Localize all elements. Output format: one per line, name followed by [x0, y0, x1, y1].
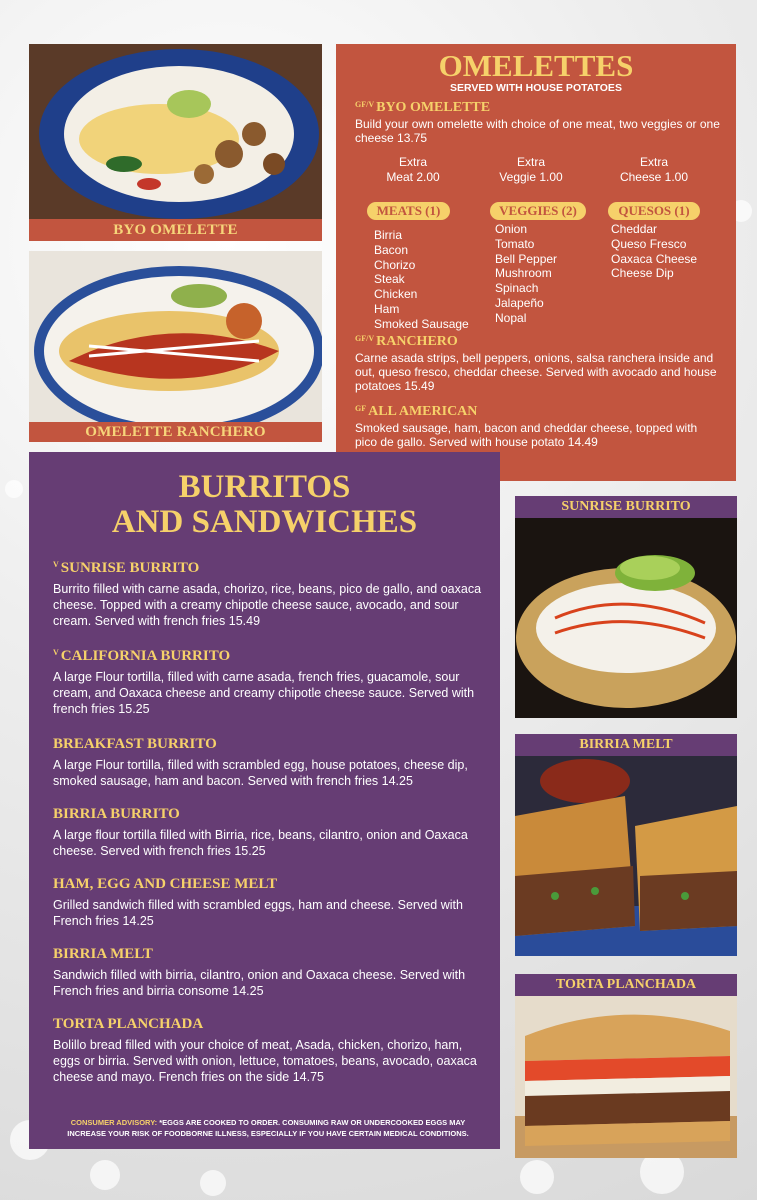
california-burrito-description: A large Flour tortilla, filled with carne asada, french fries, guacamole, sour cream, and Oaxaca cheese and creamy chipotle cheese sauce. Served with french fries 15.25 [53, 670, 475, 716]
advisory-text: *EGGS ARE COOKED TO ORDER. CONSUMING RAW OR UNDERCOOKED EGGS MAY INCREASE YOUR RISK OF FOODBORNE ILLNESS, ESPECIALLY IF YOU HAVE CERTAIN MEDICAL CONDITIONS. [67, 1118, 469, 1138]
omelettes-title: OMELETTES [438, 48, 634, 83]
all-american-heading [355, 404, 477, 420]
queso-item: Queso Fresco [611, 236, 687, 251]
birria-melt-photo [515, 756, 737, 956]
torta-planchada-photo [515, 996, 737, 1158]
all-american-tag: GF [355, 404, 367, 413]
veggie-item: Nopal [495, 310, 527, 325]
birria-melt-description: Sandwich filled with birria, cilantro, onion and Oaxaca cheese. Served with French fries and birria consome 14.25 [53, 968, 466, 998]
byo-omelette-heading [355, 100, 490, 116]
extra-meat-line2: Meat 2.00 [386, 170, 440, 184]
extra-veggie [486, 155, 576, 185]
veggie-item: Bell Pepper [495, 251, 558, 266]
extra-meat-line1: Extra [398, 155, 427, 169]
birria-melt-caption: BIRRIA MELT [515, 734, 737, 756]
veggie-item: Spinach [495, 281, 539, 296]
meat-item: Bacon [374, 242, 409, 257]
sunrise-tag: V [53, 560, 59, 569]
california-tag: V [53, 648, 59, 657]
birria-burrito-heading: BIRRIA BURRITO [53, 806, 180, 822]
meat-item: Smoked Sausage [374, 316, 469, 331]
queso-item: Cheese Dip [611, 266, 674, 281]
burritos-title-line1: BURRITOS [178, 469, 351, 505]
sunrise-burrito-photo [515, 518, 737, 718]
byo-omelette-photo [29, 44, 322, 219]
omelette-ranchero-photo [29, 251, 322, 422]
meat-item: Chorizo [374, 257, 416, 272]
breakfast-burrito-description: A large Flour tortilla, filled with scrambled egg, house potatoes, cheese dip, smoked sausage, ham and bacon. Served with french fries 14.25 [53, 758, 468, 788]
veggie-item: Mushroom [495, 266, 552, 281]
all-american-name: ALL AMERICAN [368, 404, 478, 419]
meats-label: MEATS (1) [367, 202, 450, 220]
ham-egg-cheese-melt-heading: HAM, EGG AND CHEESE MELT [53, 876, 278, 892]
byo-name: BYO OMELETTE [376, 100, 491, 115]
sunrise-name: SUNRISE BURRITO [60, 560, 200, 576]
extra-meat [368, 155, 458, 185]
extra-cheese-line1: Extra [639, 155, 668, 169]
california-burrito-heading [53, 648, 230, 665]
all-american-description: Smoked sausage, ham, bacon and cheddar cheese, topped with pico de gallo. Served with house potato 14.49 [355, 421, 698, 449]
veggie-item: Jalapeño [495, 295, 544, 310]
veggie-item: Onion [495, 222, 528, 236]
quesos-list [611, 222, 697, 281]
consumer-advisory [53, 1117, 483, 1139]
sunrise-burrito-caption: SUNRISE BURRITO [515, 496, 737, 518]
extra-veggie-line1: Extra [516, 155, 545, 169]
meats-list [374, 228, 469, 332]
veggie-item: Tomato [495, 236, 535, 251]
meat-item: Ham [374, 301, 400, 316]
ranchero-name: RANCHERO [376, 334, 458, 349]
omelettes-section [336, 44, 736, 481]
torta-planchada-heading: TORTA PLANCHADA [53, 1016, 204, 1032]
omelettes-subtitle: SERVED WITH HOUSE POTATOES [450, 82, 622, 94]
torta-planchada-caption: TORTA PLANCHADA [515, 974, 737, 996]
byo-tag: GF/V [355, 100, 375, 109]
omelette-ranchero-caption: OMELETTE RANCHERO [29, 422, 322, 442]
burritos-sandwiches-section [29, 452, 500, 1149]
veggies-label: VEGGIES (2) [490, 202, 586, 220]
sunrise-burrito-description: Burrito filled with carne asada, chorizo, rice, beans, pico de gallo, and oaxaca cheese. Topped with a creamy chipotle cheese sauce, avocado, and sour cream. Served with french fries 15.49 [53, 582, 482, 628]
burritos-title [29, 470, 500, 540]
ranchero-description: Carne asada strips, bell peppers, onions, salsa ranchera inside and out, queso fresco, cheddar cheese. Served with avocado and house potatoes 15.49 [355, 351, 717, 393]
byo-omelette-caption: BYO OMELETTE [29, 219, 322, 241]
torta-planchada-description: Bolillo bread filled with your choice of meat, Asada, chicken, chorizo, ham, eggs or birria. Served with onion, lettuce, tomatoes, beans, avocado, oaxaca cheese and mayo. French fries on the side 14.75 [53, 1038, 477, 1084]
ranchero-heading [355, 334, 458, 350]
quesos-label: QUESOS (1) [608, 202, 700, 220]
burritos-title-line2: AND SANDWICHES [111, 504, 418, 540]
ranchero-tag: GF/V [355, 334, 375, 343]
california-name: CALIFORNIA BURRITO [60, 648, 231, 664]
meat-item: Steak [374, 272, 405, 287]
meat-item: Chicken [374, 287, 418, 302]
queso-item: Oaxaca Cheese [611, 251, 698, 266]
birria-melt-heading: BIRRIA MELT [53, 946, 153, 962]
ham-egg-cheese-melt-description: Grilled sandwich filled with scrambled eggs, ham and cheese. Served with French fries 14.25 [53, 898, 463, 928]
advisory-label: CONSUMER ADVISORY: [70, 1118, 158, 1127]
extra-cheese [609, 155, 699, 185]
extra-veggie-line2: Veggie 1.00 [499, 170, 563, 184]
queso-item: Cheddar [611, 222, 658, 236]
extra-cheese-line2: Cheese 1.00 [619, 170, 689, 184]
birria-burrito-description: A large flour tortilla filled with Birria, rice, beans, cilantro, onion and Oaxaca cheese. Served with french fries 15.25 [53, 828, 468, 858]
breakfast-burrito-heading: BREAKFAST BURRITO [53, 736, 217, 752]
meat-item: Birria [374, 228, 403, 242]
sunrise-burrito-heading [53, 560, 199, 577]
byo-omelette-description: Build your own omelette with choice of one meat, two veggies or one cheese 13.75 [355, 117, 720, 145]
veggies-list [495, 222, 557, 326]
